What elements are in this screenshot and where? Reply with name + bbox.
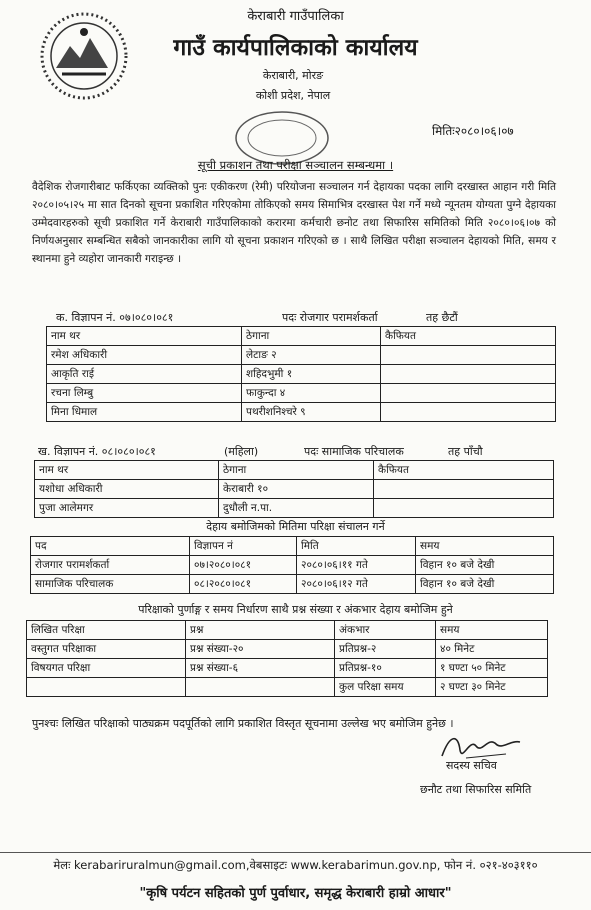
table-row [31, 556, 554, 575]
section-b-ad-number: ख. विज्ञापन नं. ०८।०८०।०८१ [38, 445, 156, 458]
signatory-title: सदस्य सचिव [446, 759, 497, 772]
cell-post: रोजगार परामर्शकर्ता [31, 556, 190, 575]
cell-address: शहिदभुमी १ [242, 365, 381, 384]
col-questions-header: प्रश्न [186, 621, 335, 640]
cell-address: पथरीशनिश्चरे ९ [242, 403, 381, 422]
table-header-row [31, 537, 554, 556]
cell-questions: प्रश्न संख्या-२० [186, 640, 335, 659]
cell-time: विहान १० बजे देखी [416, 556, 554, 575]
cell-name: आकृति राई [47, 365, 242, 384]
table-row [47, 365, 556, 384]
section-b-category: (महिला) [224, 445, 259, 458]
schedule-heading: देहाय बमोजिमको मितिमा परिक्षा संचालन गर्ने [206, 520, 385, 533]
address-line-2: कोशी प्रदेश, नेपाल [255, 89, 331, 102]
table-header-row [47, 327, 556, 346]
cell-address: लेटाङ २ [242, 346, 381, 365]
cell-ad-number: ०७।२०८०।०८१ [190, 556, 297, 575]
col-date-header: मिति [297, 537, 416, 556]
footer-slogan: "कृषि पर्यटन सहितको पुर्ण पुर्वाधार, समृद्ध केराबारी हाम्रो आधार" [139, 886, 452, 901]
section-a-post: पदः रोजगार परामर्शकर्ता [282, 311, 378, 324]
col-ad-header: विज्ञापन नं [190, 537, 297, 556]
section-b-table [34, 460, 554, 518]
cell-exam [27, 678, 186, 697]
table-row [35, 499, 554, 518]
table-row [31, 575, 554, 594]
marks-heading: परिक्षाको पुर्णाङ्ग र समय निर्धारण साथै प्रश्न संख्या र अंकभार देहाय बमोजिम हुने [138, 603, 453, 616]
marks-table [26, 620, 548, 697]
cell-ad-number: ०८।२०८०।०८१ [190, 575, 297, 594]
cell-questions [186, 678, 335, 697]
document-date: मितिः२०८०।०६।०७ [432, 124, 514, 138]
cell-name: पुजा आलेमगर [35, 499, 219, 518]
cell-exam: वस्तुगत परिक्षाका [27, 640, 186, 659]
cell-remarks [381, 365, 556, 384]
table-row [47, 403, 556, 422]
subject-line: सूची प्रकाशन तथा परीक्षा सञ्चालन सम्बन्धमा । [197, 158, 394, 172]
cell-exam: विषयगत परिक्षा [27, 659, 186, 678]
committee-name: छनौट तथा सिफारिस समिति [420, 783, 532, 796]
cell-duration: २ घण्टा ३० मिनेट [436, 678, 548, 697]
table-row [27, 640, 548, 659]
footer-contact: मेलः kerabariruralmun@gmail.com,वेबसाइटः www.kerabarimun.gov.np, फोन नं. ०२१-४०३११० [53, 858, 538, 872]
postscript-notice: पुनश्चः लिखित परिक्षाको पाठ्यक्रम पदपूर्तिको लागि प्रकाशित विस्तृत सूचनामा उल्लेख भए बमोजिम हुनेछ । [32, 717, 454, 730]
col-remarks-header: कैफियत [374, 461, 554, 480]
cell-duration: ४० मिनेट [436, 640, 548, 659]
cell-address: केराबारी १० [219, 480, 374, 499]
cell-remarks [374, 480, 554, 499]
cell-questions: प्रश्न संख्या-६ [186, 659, 335, 678]
cell-remarks [381, 346, 556, 365]
col-duration-header: समय [436, 621, 548, 640]
table-row [47, 346, 556, 365]
address-line-1: केराबारी, मोरङ [262, 69, 324, 82]
cell-date: २०८०।०६।१२ गते [297, 575, 416, 594]
cell-address: फाकुन्दा ४ [242, 384, 381, 403]
table-row [35, 480, 554, 499]
cell-date: २०८०।०६।११ गते [297, 556, 416, 575]
table-header-row [35, 461, 554, 480]
cell-name: रमेश अधिकारी [47, 346, 242, 365]
section-a-ad-number: क. विज्ञापन नं. ०७।०८०।०८१ [56, 311, 174, 324]
table-header-row [27, 621, 548, 640]
office-name-small: केराबारी गाउँपालिका [247, 9, 344, 24]
cell-remarks [374, 499, 554, 518]
col-remarks-header: कैफियत [381, 327, 556, 346]
col-name-header: नाम थर [35, 461, 219, 480]
cell-weight: कुल परिक्षा समय [335, 678, 436, 697]
section-b-level: तह पाँचौ [448, 445, 483, 458]
cell-weight: प्रतिप्रश्न-२ [335, 640, 436, 659]
section-b-post: पदः सामाजिक परिचालक [304, 445, 404, 458]
cell-name: यशोधा अधिकारी [35, 480, 219, 499]
section-a-table [46, 326, 556, 422]
table-row [47, 384, 556, 403]
col-weight-header: अंकभार [335, 621, 436, 640]
col-address-header: ठेगाना [219, 461, 374, 480]
cell-name: रचना लिम्बु [47, 384, 242, 403]
col-address-header: ठेगाना [242, 327, 381, 346]
table-row [27, 678, 548, 697]
table-row [27, 659, 548, 678]
cell-duration: १ घण्टा ५० मिनेट [436, 659, 548, 678]
cell-name: मिना धिमाल [47, 403, 242, 422]
cell-remarks [381, 403, 556, 422]
col-exam-header: लिखित परिक्षा [27, 621, 186, 640]
schedule-table [30, 536, 554, 594]
cell-weight: प्रतिप्रश्न-१० [335, 659, 436, 678]
col-post-header: पद [31, 537, 190, 556]
cell-remarks [381, 384, 556, 403]
body-paragraph: वैदेशिक रोजगारीबाट फर्किएका व्यक्तिको पुनः एकीकरण (रेमी) परियोजना सञ्चालन गर्न देहायका पदका लागि दरखास्त आहान गरी मिति २०८०।०५।२५ मा सात दिनको सूचना प्रकाशित गरिएकोमा तोकिएको समय सिमाभित्र दरखास्त पेश गर्ने मध्ये न्यूनतम योग्यता पुग्ने देहायका उम्मेदवारहरुको सूची प्रकाशित गर्ने केराबारी गाउँपालिकाको करारमा कर्मचारी छनोट तथा सिफारिस समितिको मिति २०८०।०६।०७ को निर्णयअनुसार सम्बन्धित सबैको जानकारीका लागि यो सूचना प्रकाशन गरिएको छ । साथै लिखित परीक्षा सञ्चालन देहायको मिति, समय र स्थानमा हुने व्यहोरा जानकारी गराइन्छ । [32, 181, 556, 265]
cell-post: सामाजिक परिचालक [31, 575, 190, 594]
section-a-level: तह छैटौं [426, 311, 458, 324]
col-time-header: समय [416, 537, 554, 556]
col-name-header: नाम थर [47, 327, 242, 346]
cell-time: विहान १० बजे देखी [416, 575, 554, 594]
cell-address: दुधौली न.पा. [219, 499, 374, 518]
office-title: गाउँ कार्यपालिकाको कार्यालय [173, 35, 418, 61]
footer-divider [0, 852, 591, 853]
